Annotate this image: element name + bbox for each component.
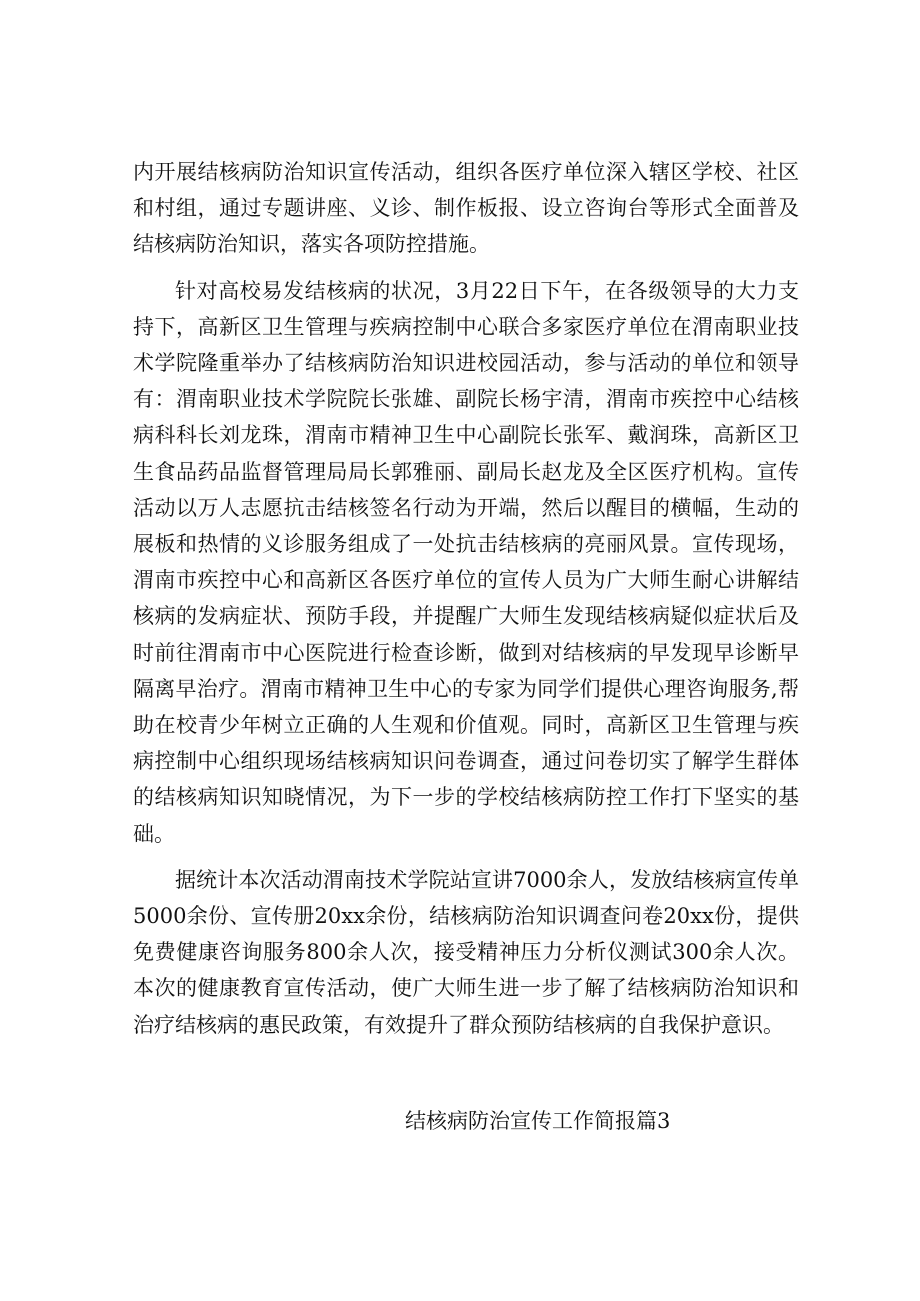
paragraph-statistics: 据统计本次活动渭南技术学院站宣讲7000余人，发放结核病宣传单5000余份、宣传册20xx余份，结核病防治知识调查问卷20xx份，提供免费健康咨询服务800余人次，接受精神压力分析仪测试300余人次。本次的健康教育宣传活动，使广大师生进一步了解了结核病防治知识和治疗结核病的惠民政策，有效提升了群众预防结核病的自我保护意识。 (133, 867, 799, 1037)
paragraph-continuation: 内开展结核病防治知识宣传活动，组织各医疗单位深入辖区学校、社区和村组，通过专题讲座、义诊、制作板报、设立咨询台等形式全面普及结核病防治知识，落实各项防控措施。 (133, 160, 799, 257)
section-heading: 结核病防治宣传工作简报篇3 (405, 1109, 671, 1133)
paragraph-campus-event: 针对高校易发结核病的状况，3月22日下午，在各级领导的大力支持下，高新区卫生管理与疾病控制中心联合多家医疗单位在渭南职业技术学院隆重举办了结核病防治知识进校园活动，参与活动的单位和领导有：渭南职业技术学院院长张雄、副院长杨宇清，渭南市疾控中心结核病科科长刘龙珠，渭南市精神卫生中心副院长张军、戴润珠，高新区卫生食品药品监督管理局局长郭雅丽、副局长赵龙及全区医疗机构。宣传活动以万人志愿抗击结核签名行动为开端，然后以醒目的横幅，生动的展板和热情的义诊服务组成了一处抗击结核病的亮丽风景。宣传现场，渭南市疾控中心和高新区各医疗单位的宣传人员为广大师生耐心讲解结核病的发病症状、预防手段，并提醒广大师生发现结核病疑似症状后及时前往渭南市中心医院进行检查诊断，做到对结核病的早发现早诊断早隔离早治疗。渭南市精神卫生中心的专家为同学们提供心理咨询服务,帮助在校青少年树立正确的人生观和价值观。同时，高新区卫生管理与疾病控制中心组织现场结核病知识问卷调查，通过问卷切实了解学生群体的结核病知识知晓情况，为下一步的学校结核病防控工作打下坚实的基础。 (133, 278, 799, 846)
document-body (133, 154, 799, 1043)
